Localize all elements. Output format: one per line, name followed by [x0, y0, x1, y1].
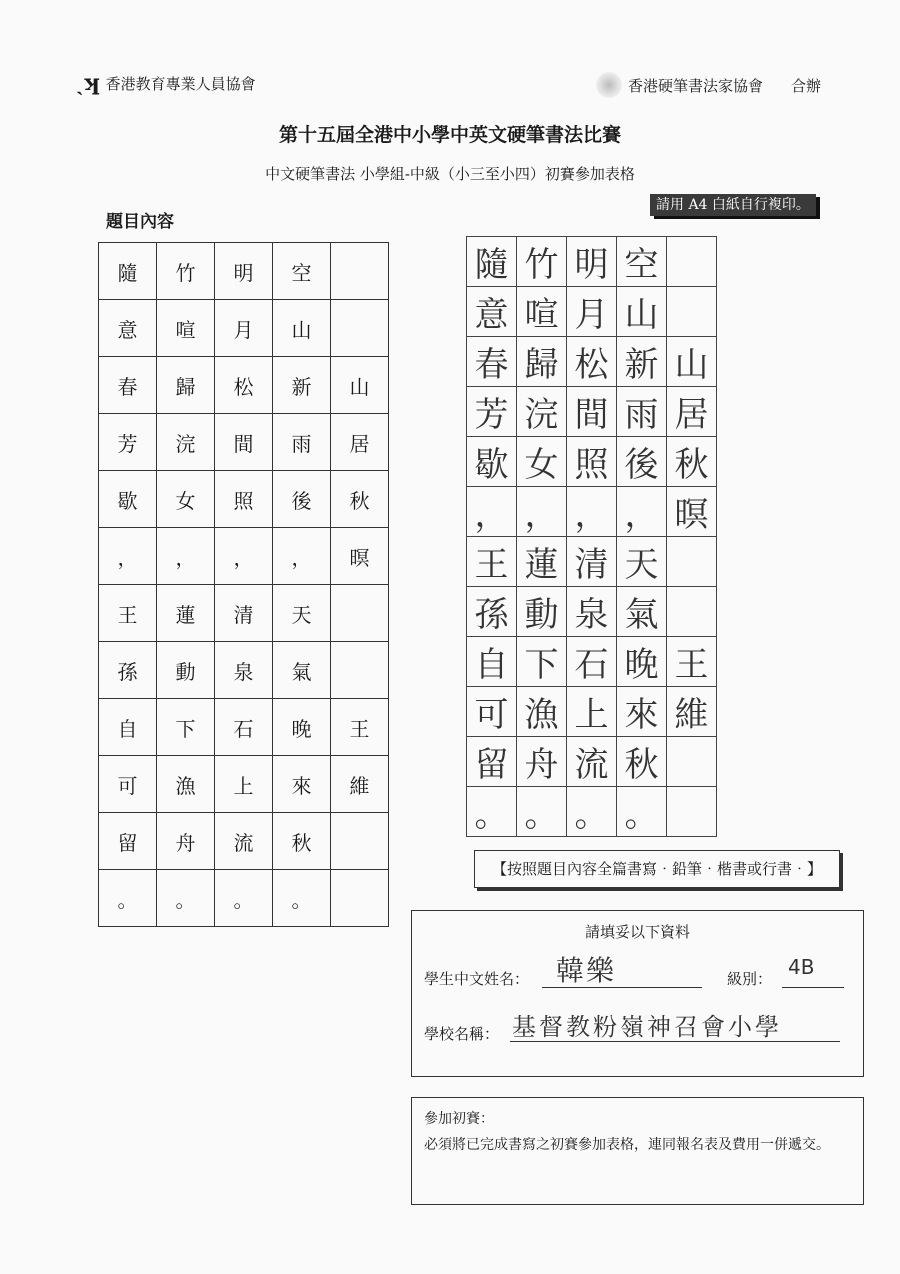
- printed-grid-cell: 浣: [157, 414, 215, 471]
- handwritten-grid-row: [467, 287, 717, 337]
- printed-grid-row: [99, 756, 389, 813]
- handwritten-grid-cell[interactable]: 舟: [517, 737, 567, 787]
- printed-grid-row: [99, 870, 389, 927]
- printed-grid-cell: 照: [215, 471, 273, 528]
- printed-grid-cell: 漁: [157, 756, 215, 813]
- printed-grid-cell: 清: [215, 585, 273, 642]
- handwritten-grid-cell[interactable]: 間: [567, 387, 617, 437]
- handwritten-grid-cell[interactable]: [667, 537, 717, 587]
- handwritten-grid-cell[interactable]: 泉: [567, 587, 617, 637]
- printed-grid-cell: 喧: [157, 300, 215, 357]
- handwritten-grid-cell[interactable]: 。: [517, 787, 567, 837]
- printed-grid-cell: 天: [273, 585, 331, 642]
- handwritten-grid-cell[interactable]: ，: [567, 487, 617, 537]
- printed-grid-row: [99, 642, 389, 699]
- a4-copy-note: 請用 A4 白紙自行複印。: [650, 194, 816, 216]
- handwritten-grid-cell[interactable]: 晚: [617, 637, 667, 687]
- handwritten-grid-cell[interactable]: 留: [467, 737, 517, 787]
- printed-grid-cell: 歸: [157, 357, 215, 414]
- handwritten-grid-cell[interactable]: 歇: [467, 437, 517, 487]
- printed-poem-grid: [98, 242, 389, 927]
- handwritten-grid-row: [467, 337, 717, 387]
- submission-notice-box: [411, 1097, 864, 1205]
- handwritten-grid-cell[interactable]: 女: [517, 437, 567, 487]
- handwritten-grid-cell[interactable]: 動: [517, 587, 567, 637]
- printed-grid-cell: 維: [331, 756, 389, 813]
- handwritten-grid-cell[interactable]: 可: [467, 687, 517, 737]
- printed-grid-cell: 間: [215, 414, 273, 471]
- handwritten-grid-cell[interactable]: ，: [517, 487, 567, 537]
- school-name-value: 基督教粉嶺神召會小學: [512, 1013, 782, 1041]
- handwritten-grid-cell[interactable]: 石: [567, 637, 617, 687]
- handwritten-grid-row: [467, 737, 717, 787]
- organizer-left-name: 香港教育專業人員協會: [105, 74, 256, 93]
- grade-value: 4B: [788, 955, 815, 979]
- notice-body: 必須將已完成書寫之初賽參加表格，連同報名表及費用一併遞交。: [424, 1137, 830, 1153]
- printed-grid-cell: [331, 300, 389, 357]
- handwritten-grid-cell[interactable]: 後: [617, 437, 667, 487]
- printed-grid-cell: [331, 585, 389, 642]
- printed-grid-cell: [331, 813, 389, 870]
- handwritten-grid-cell[interactable]: 秋: [617, 737, 667, 787]
- handwritten-grid-cell[interactable]: 蓮: [517, 537, 567, 587]
- printed-grid-cell: [331, 243, 389, 300]
- handwritten-grid-cell[interactable]: 照: [567, 437, 617, 487]
- printed-grid-cell: ，: [99, 528, 157, 585]
- printed-grid-cell: 孫: [99, 642, 157, 699]
- printed-grid-row: [99, 813, 389, 870]
- handwritten-grid-cell[interactable]: 。: [567, 787, 617, 837]
- organizer-right-name: 香港硬筆書法家協會: [628, 76, 764, 95]
- handwritten-grid-cell[interactable]: 來: [617, 687, 667, 737]
- printed-grid-cell: 秋: [273, 813, 331, 870]
- grade-field[interactable]: [782, 951, 844, 988]
- printed-grid-cell: 。: [99, 870, 157, 927]
- hkpte-logo-icon: ˎʞ: [76, 70, 100, 96]
- printed-grid-cell: 。: [215, 870, 273, 927]
- printed-grid-cell: 意: [99, 300, 157, 357]
- printed-grid-cell: 明: [215, 243, 273, 300]
- notice-title: 參加初賽：: [424, 1111, 494, 1127]
- handwritten-grid-cell[interactable]: 浣: [517, 387, 567, 437]
- handwritten-grid-cell[interactable]: 天: [617, 537, 667, 587]
- writing-instruction: 【按照題目內容全篇書寫‧鉛筆‧楷書或行書‧】: [474, 850, 840, 888]
- printed-grid-cell: 王: [99, 585, 157, 642]
- handwritten-grid-cell[interactable]: 下: [517, 637, 567, 687]
- handwritten-grid-cell[interactable]: 氣: [617, 587, 667, 637]
- handwritten-grid-cell[interactable]: ，: [617, 487, 667, 537]
- handwritten-grid-cell[interactable]: ，: [467, 487, 517, 537]
- printed-grid-cell: 氣: [273, 642, 331, 699]
- printed-grid-cell: 王: [331, 699, 389, 756]
- printed-grid-cell: 動: [157, 642, 215, 699]
- handwritten-grid-cell[interactable]: 松: [567, 337, 617, 387]
- printed-grid-row: [99, 243, 389, 300]
- cohost-label: 合辦: [791, 76, 822, 95]
- printed-grid-cell: 女: [157, 471, 215, 528]
- handwritten-grid-cell[interactable]: 維: [667, 687, 717, 737]
- printed-grid-row: [99, 528, 389, 585]
- student-name-label: 學生中文姓名：: [424, 970, 530, 988]
- printed-grid-cell: 隨: [99, 243, 157, 300]
- handwritten-grid-cell[interactable]: 上: [567, 687, 617, 737]
- printed-grid-cell: 上: [215, 756, 273, 813]
- handwritten-grid-cell[interactable]: 王: [467, 537, 517, 587]
- handwritten-grid-cell[interactable]: 山: [667, 337, 717, 387]
- handwritten-grid-cell[interactable]: 漁: [517, 687, 567, 737]
- handwritten-grid-cell[interactable]: [667, 237, 717, 287]
- handwritten-grid-cell[interactable]: 新: [617, 337, 667, 387]
- handwritten-grid-cell[interactable]: 芳: [467, 387, 517, 437]
- printed-grid-cell: 春: [99, 357, 157, 414]
- printed-grid-cell: 新: [273, 357, 331, 414]
- grade-label: 級別：: [727, 970, 773, 988]
- handwritten-grid-cell[interactable]: 隨: [467, 237, 517, 287]
- printed-grid-cell: 月: [215, 300, 273, 357]
- school-name-label: 學校名稱：: [424, 1025, 500, 1043]
- printed-grid-cell: ，: [215, 528, 273, 585]
- handwritten-grid-row: [467, 537, 717, 587]
- printed-grid-cell: 山: [331, 357, 389, 414]
- printed-grid-row: [99, 699, 389, 756]
- handwritten-grid-row: [467, 637, 717, 687]
- handwritten-grid-row: [467, 787, 717, 837]
- printed-grid-cell: 舟: [157, 813, 215, 870]
- printed-grid-row: [99, 300, 389, 357]
- printed-grid-cell: 。: [157, 870, 215, 927]
- handwritten-grid-cell[interactable]: 喧: [517, 287, 567, 337]
- printed-grid-cell: 石: [215, 699, 273, 756]
- handwritten-grid-cell[interactable]: 春: [467, 337, 517, 387]
- printed-grid-cell: 暝: [331, 528, 389, 585]
- handwritten-grid-row: [467, 237, 717, 287]
- organizer-right: [596, 72, 821, 98]
- printed-grid-cell: [331, 642, 389, 699]
- printed-grid-cell: 留: [99, 813, 157, 870]
- printed-grid-cell: 來: [273, 756, 331, 813]
- printed-grid-cell: 居: [331, 414, 389, 471]
- printed-grid-cell: 流: [215, 813, 273, 870]
- topic-label: 題目內容: [106, 212, 174, 232]
- handwritten-grid-row: [467, 687, 717, 737]
- handwritten-grid-cell[interactable]: [667, 787, 717, 837]
- handwritten-grid-cell[interactable]: 山: [617, 287, 667, 337]
- handwritten-grid-row: [467, 487, 717, 537]
- handwritten-grid-cell[interactable]: 月: [567, 287, 617, 337]
- handwritten-grid-cell[interactable]: 空: [617, 237, 667, 287]
- printed-grid-row: [99, 471, 389, 528]
- printed-grid-cell: 竹: [157, 243, 215, 300]
- handwritten-grid-cell[interactable]: [667, 287, 717, 337]
- printed-grid-cell: 泉: [215, 642, 273, 699]
- printed-grid-cell: 可: [99, 756, 157, 813]
- handwritten-grid-cell[interactable]: 雨: [617, 387, 667, 437]
- printed-grid-cell: 後: [273, 471, 331, 528]
- handwritten-grid-cell[interactable]: 自: [467, 637, 517, 687]
- info-heading: 請填妥以下資料: [584, 923, 690, 941]
- handwritten-grid-cell[interactable]: 意: [467, 287, 517, 337]
- handwritten-grid-row: [467, 387, 717, 437]
- handwritten-grid-cell[interactable]: 居: [667, 387, 717, 437]
- student-info-box: [411, 910, 864, 1077]
- handwritten-grid-row: [467, 437, 717, 487]
- handwritten-grid-cell[interactable]: 。: [467, 787, 517, 837]
- printed-grid-cell: 空: [273, 243, 331, 300]
- printed-grid-row: [99, 357, 389, 414]
- competition-title: 第十五屆全港中小學中英文硬筆書法比賽: [278, 124, 621, 146]
- printed-grid-cell: ，: [273, 528, 331, 585]
- student-name-value: 韓樂: [556, 954, 617, 987]
- handwritten-grid-cell[interactable]: 。: [617, 787, 667, 837]
- handwritten-grid-cell[interactable]: 王: [667, 637, 717, 687]
- printed-grid-row: [99, 585, 389, 642]
- handwritten-grid-cell[interactable]: [667, 737, 717, 787]
- printed-grid-cell: ，: [157, 528, 215, 585]
- calligraphy-society-logo-icon: [596, 72, 622, 98]
- printed-grid-cell: 蓮: [157, 585, 215, 642]
- handwritten-answer-grid[interactable]: [466, 236, 717, 837]
- printed-grid-cell: 晚: [273, 699, 331, 756]
- handwritten-grid-cell[interactable]: 歸: [517, 337, 567, 387]
- printed-grid-cell: 雨: [273, 414, 331, 471]
- handwritten-grid-cell[interactable]: 秋: [667, 437, 717, 487]
- handwritten-grid-cell[interactable]: 暝: [667, 487, 717, 537]
- printed-grid-cell: 。: [273, 870, 331, 927]
- printed-grid-cell: 松: [215, 357, 273, 414]
- handwritten-grid-row: [467, 587, 717, 637]
- handwritten-grid-cell[interactable]: 孫: [467, 587, 517, 637]
- school-name-field[interactable]: [510, 1003, 840, 1042]
- printed-grid-cell: 芳: [99, 414, 157, 471]
- printed-grid-row: [99, 414, 389, 471]
- form-subtitle: 中文硬筆書法 小學組-中級（小三至小四）初賽參加表格: [265, 165, 635, 183]
- printed-grid-cell: 秋: [331, 471, 389, 528]
- handwritten-grid-cell[interactable]: 竹: [517, 237, 567, 287]
- printed-grid-cell: 下: [157, 699, 215, 756]
- printed-grid-cell: [331, 870, 389, 927]
- handwritten-grid-cell[interactable]: 清: [567, 537, 617, 587]
- organizer-left: [76, 72, 256, 94]
- handwritten-grid-cell[interactable]: 流: [567, 737, 617, 787]
- handwritten-grid-cell[interactable]: 明: [567, 237, 617, 287]
- handwritten-grid-cell[interactable]: [667, 587, 717, 637]
- printed-grid-cell: 自: [99, 699, 157, 756]
- printed-grid-cell: 山: [273, 300, 331, 357]
- printed-grid-cell: 歇: [99, 471, 157, 528]
- student-name-field[interactable]: [542, 951, 702, 988]
